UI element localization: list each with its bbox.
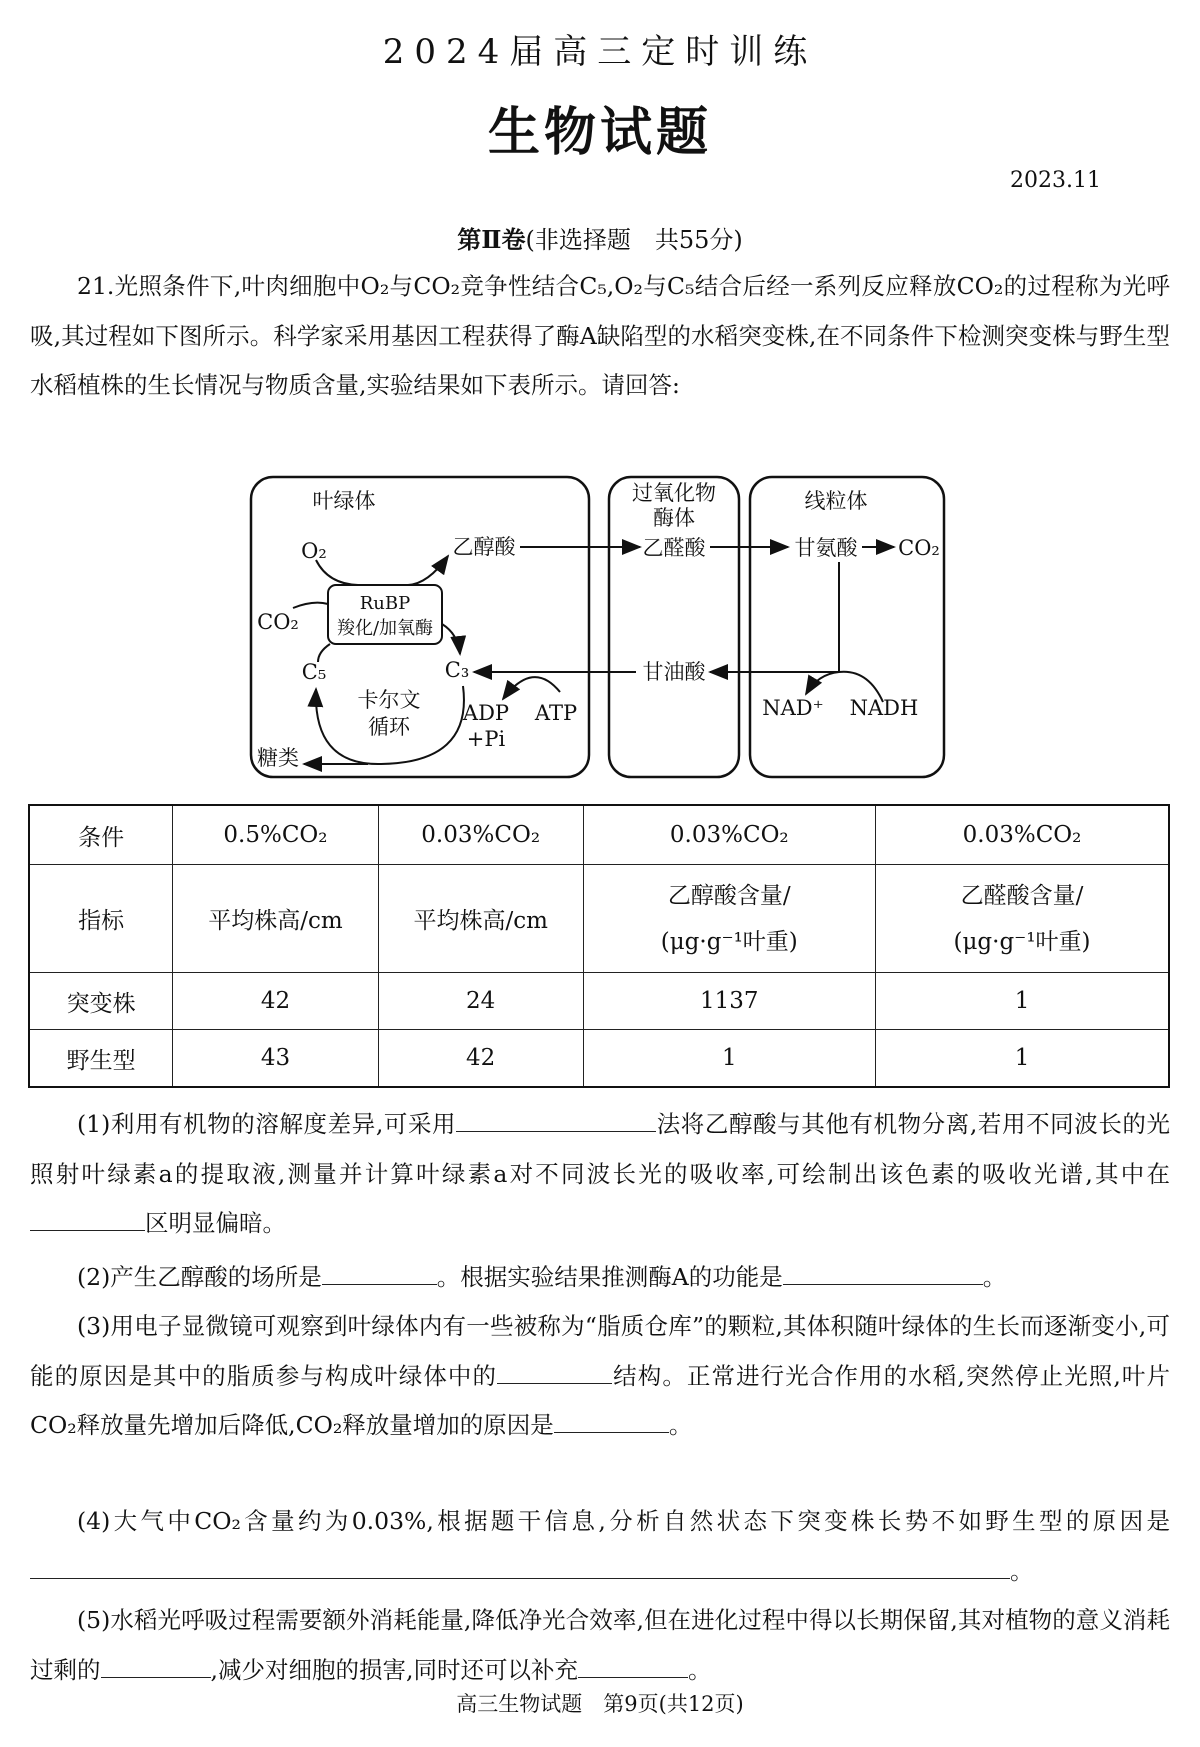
answer-blank[interactable] (783, 1258, 983, 1285)
exam-date: 2023.11 (1010, 168, 1101, 193)
q2-text-3: 。 (982, 1263, 1007, 1291)
q5-text-2: ,减少对细胞的损害,同时还可以补充 (210, 1655, 578, 1684)
answer-blank[interactable] (456, 1105, 656, 1132)
label-calvin: 卡尔文 (357, 688, 421, 712)
table-cell: 42 (378, 1030, 583, 1088)
co2-arc (293, 603, 328, 608)
answer-blank[interactable] (101, 1651, 211, 1678)
section-label: 第Ⅱ卷 (457, 225, 526, 254)
label-nad: NAD⁺ (762, 696, 824, 720)
label-c3: C₃ (444, 658, 470, 682)
label-atp: ATP (534, 701, 578, 725)
answer-blank[interactable] (554, 1406, 669, 1433)
table-cell: 0.03%CO₂ (378, 805, 583, 865)
q2-text-2: 。根据实验结果推测酶A的功能是 (436, 1263, 783, 1291)
table-cell: 1 (876, 1030, 1169, 1088)
label-sugar: 糖类 (257, 746, 299, 770)
table-row (29, 973, 1169, 1030)
answer-blank[interactable] (322, 1258, 437, 1285)
exam-series: 2024届高三定时训练 (382, 32, 818, 72)
question-1 (30, 1100, 1170, 1249)
label-o2: O₂ (301, 539, 327, 563)
label-pi: +Pi (466, 727, 506, 751)
table-cell: 平均株高/cm (378, 865, 583, 973)
answer-blank[interactable] (497, 1357, 612, 1384)
label-glycolate: 乙醇酸 (452, 535, 516, 559)
results-table (28, 804, 1170, 1088)
table-cell: 指标 (29, 865, 173, 973)
unit-line: (μg·g⁻¹叶重) (660, 928, 798, 955)
label-glycine: 甘氨酸 (794, 536, 858, 560)
table-cell: 0.03%CO₂ (876, 805, 1169, 865)
table-cell: 突变株 (29, 973, 173, 1030)
answer-blank[interactable] (30, 1552, 1010, 1579)
table-cell: 1 (583, 1030, 875, 1088)
q3-text: (3)用电子显微镜可观察到叶绿体内有一些被称为“脂质仓库”的颗粒,其体积随叶绿体的生长而逐渐变小,可能的原因是其中的脂质参与构成叶绿体中的 (30, 1312, 1170, 1390)
table-cell: 1137 (583, 973, 875, 1030)
answer-blank[interactable] (578, 1651, 688, 1678)
table-cell: 野生型 (29, 1030, 173, 1088)
section-heading (0, 220, 1200, 255)
q1-text-2: 法将乙醇酸与其他有机物分离,若用不同波长的光照射叶绿素a的提取液,测量并计算叶绿素a对不同波长光的吸收率,可绘制出该色素的吸收光谱,其中在 (30, 1110, 1170, 1188)
label-mitochondrion: 线粒体 (804, 489, 868, 513)
table-cell (583, 865, 875, 973)
table-cell: 43 (173, 1030, 379, 1088)
q1-text-3: 区明显偏暗。 (145, 1209, 286, 1237)
question-intro: 21.光照条件下,叶肉细胞中O₂与CO₂竞争性结合C₅,O₂与C₅结合后经一系列反应释放CO₂的过程称为光呼吸,其过程如下图所示。科学家采用基因工程获得了酶A缺陷型的水稻突变株,在不同条件下检测突变株与野生型水稻植株的生长情况与物质含量,实验结果如下表所示。请回答: (30, 272, 1170, 399)
q5-text: (5)水稻光呼吸过程需要额外消耗能量,降低净光合效率,但在进化过程中得以长期保留,其对植物的意义消耗过剩的 (30, 1606, 1170, 1684)
label-rubp: RuBP (359, 593, 411, 614)
table-cell: 42 (173, 973, 379, 1030)
q2-text: (2)产生乙醇酸的场所是 (77, 1263, 322, 1291)
q5-text-3: 。 (687, 1655, 712, 1684)
q4-text-2: 。 (1010, 1556, 1034, 1585)
label-calvin-2: 循环 (368, 715, 410, 739)
label-rubisco: 羧化/加氧酶 (336, 618, 434, 639)
label-peroxisome-2: 酶体 (653, 506, 695, 530)
table-row (29, 1030, 1169, 1088)
table-cell (876, 865, 1169, 973)
label-nadh: NADH (849, 696, 919, 720)
label-co2-in: CO₂ (257, 610, 299, 634)
atp-arc (503, 677, 560, 699)
table-cell: 0.03%CO₂ (583, 805, 875, 865)
header-line: 乙醇酸含量/ (667, 882, 791, 909)
label-adp: ADP (462, 701, 510, 725)
label-co2-out: CO₂ (898, 536, 940, 560)
label-c5: C₅ (301, 660, 327, 684)
q4-text: (4)大气中CO₂含量约为0.03%,根据题干信息,分析自然状态下突变株长势不如野生型的原因是 (77, 1507, 1170, 1535)
table-cell: 1 (876, 973, 1169, 1030)
o2-arc (316, 560, 358, 585)
table-cell: 平均株高/cm (173, 865, 379, 973)
label-peroxisome: 过氧化物 (632, 481, 716, 505)
mitochondrion-box (750, 477, 944, 777)
label-chloroplast: 叶绿体 (312, 489, 376, 513)
q3-text-2: 结构。正常进行光合作用的水稻,突然停止光照,叶片CO₂释放量先增加后降低,CO₂释放量增加的原因是 (30, 1361, 1170, 1439)
question-2 (30, 1253, 1170, 1303)
question-5 (30, 1596, 1170, 1695)
answer-blank[interactable] (30, 1204, 145, 1231)
unit-line: (μg·g⁻¹叶重) (953, 928, 1091, 955)
glycolate-arc (408, 556, 448, 585)
question-4 (30, 1497, 1170, 1596)
q1-text: (1)利用有机物的溶解度差异,可采用 (77, 1110, 457, 1138)
page-footer: 高三生物试题 第9页(共12页) (456, 1692, 744, 1716)
header-line: 乙醛酸含量/ (960, 882, 1084, 909)
photorespiration-diagram (248, 474, 948, 784)
question-3 (30, 1302, 1170, 1451)
label-glycerate: 甘油酸 (642, 660, 706, 684)
table-cell: 条件 (29, 805, 173, 865)
table-row (29, 865, 1169, 973)
q3-text-3: 。 (668, 1411, 693, 1439)
page-title: 生物试题 (487, 102, 712, 163)
table-cell: 0.5%CO₂ (173, 805, 379, 865)
label-glyoxylate: 乙醛酸 (642, 536, 706, 560)
table-row (29, 805, 1169, 865)
c3-arc (442, 624, 460, 654)
table-cell: 24 (378, 973, 583, 1030)
section-desc: (非选择题 共55分) (525, 226, 743, 254)
